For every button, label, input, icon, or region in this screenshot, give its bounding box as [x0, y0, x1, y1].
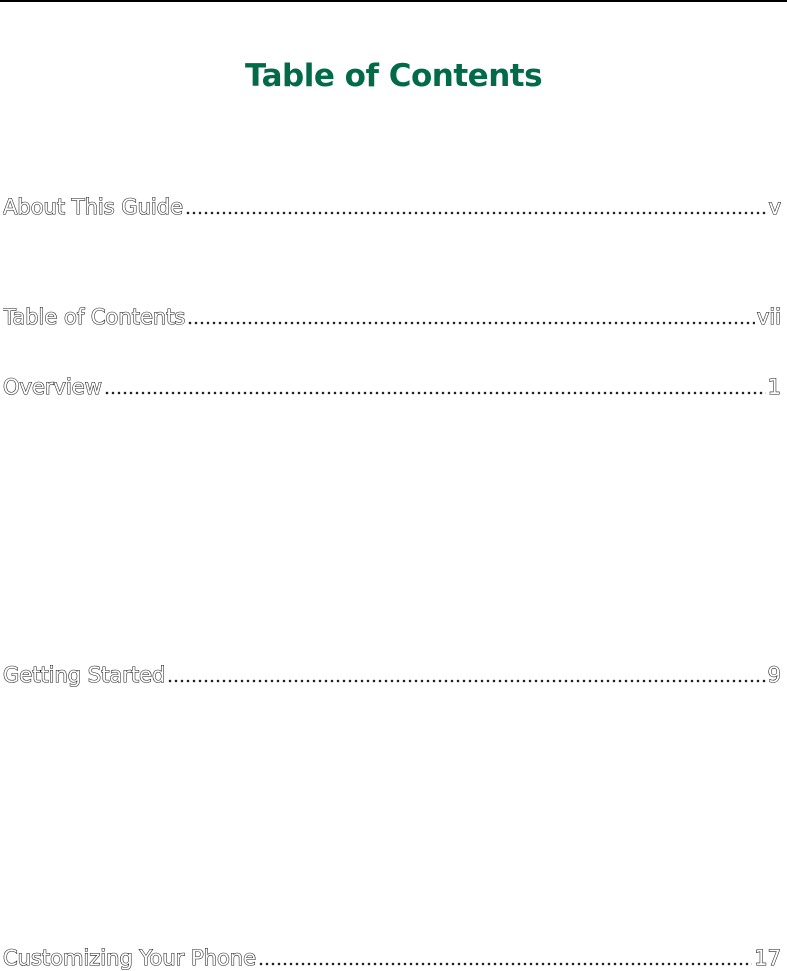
toc-entry-page: 17 — [754, 946, 781, 970]
dot-leader — [258, 962, 752, 966]
toc-entry-page: 9 — [767, 663, 781, 687]
toc-entry-label: Overview — [3, 375, 102, 399]
dot-leader — [167, 679, 765, 683]
toc-entry-page: v — [768, 195, 781, 219]
toc-entry-label: Table of Contents — [3, 305, 186, 329]
toc-entry-table-of-contents[interactable] — [3, 296, 781, 330]
dot-leader — [187, 321, 755, 325]
toc-entry-label: Customizing Your Phone — [3, 946, 257, 970]
toc-entry-overview[interactable] — [3, 366, 781, 400]
toc-entry-label: Getting Started — [3, 663, 166, 687]
page-title: Table of Contents — [244, 58, 543, 94]
toc-entry-getting-started[interactable] — [3, 654, 781, 688]
toc-entry-page: 1 — [767, 375, 781, 399]
toc-entry-label: About This Guide — [3, 195, 184, 219]
top-rule — [0, 0, 787, 2]
toc-entry-customizing-your-phone[interactable] — [3, 937, 781, 971]
toc-entry-about-this-guide[interactable] — [3, 186, 781, 220]
dot-leader — [104, 391, 766, 395]
dot-leader — [185, 211, 767, 215]
toc-entry-page: vii — [756, 305, 781, 329]
